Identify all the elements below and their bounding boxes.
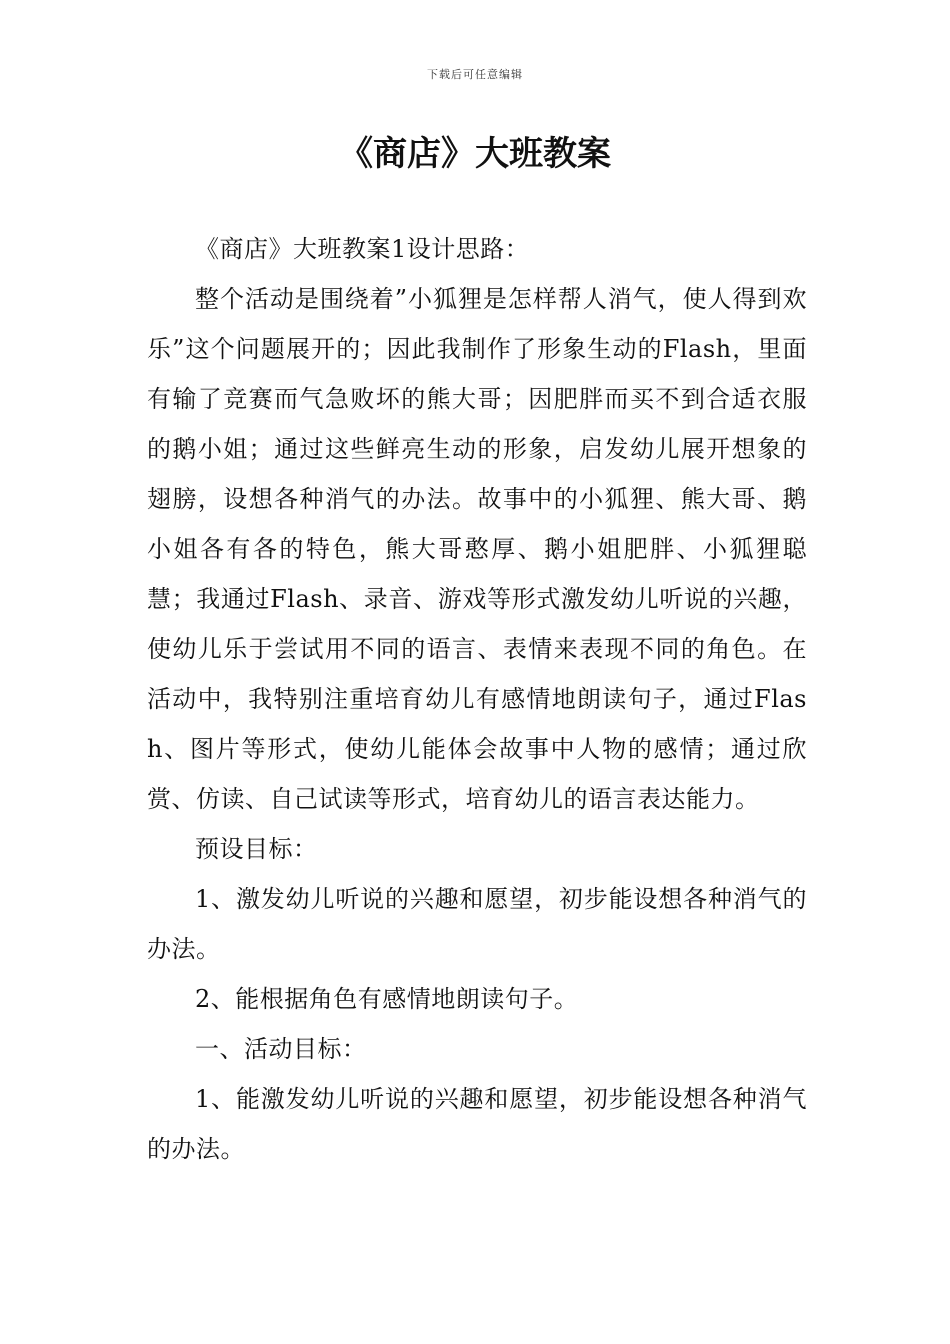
paragraph-design-description: 整个活动是围绕着”小狐狸是怎样帮人消气，使人得到欢乐”这个问题展开的；因此我制作了形象生动的Flash，里面有输了竞赛而气急败坏的熊大哥；因肥胖而买不到合适衣服的鹅小姐；通过这些鲜亮生动的形象，启发幼儿展开想象的翅膀，设想各种消气的办法。故事中的小狐狸、熊大哥、鹅小姐各有各的特色，熊大哥憨厚、鹅小姐肥胖、小狐狸聪慧；我通过Flash、录音、游戏等形式激发幼儿听说的兴趣，使幼儿乐于尝试用不同的语言、表情来表现不同的角色。在活动中，我特别注重培育幼儿有感情地朗读句子，通过Flash、图片等形式，使幼儿能体会故事中人物的感情；通过欣赏、仿读、自己试读等形式，培育幼儿的语言表达能力。	[147, 285, 807, 813]
paragraph-preset-goals-heading: 预设目标：	[195, 835, 318, 863]
paragraph-preset-goal-1: 1、激发幼儿听说的兴趣和愿望，初步能设想各种消气的办法。	[147, 885, 807, 963]
paragraph-activity-goal-1: 1、能激发幼儿听说的兴趣和愿望，初步能设想各种消气的办法。	[147, 1085, 807, 1163]
paragraph-design-heading: 《商店》大班教案1设计思路：	[195, 235, 530, 263]
document-title: 《商店》大班教案	[339, 134, 611, 174]
paragraph-activity-goals-heading: 一、活动目标：	[195, 1035, 367, 1063]
document-body	[147, 224, 807, 1174]
paragraph-preset-goal-2: 2、能根据角色有感情地朗读句子。	[195, 985, 579, 1013]
header-note: 下载后可任意编辑	[427, 68, 523, 81]
